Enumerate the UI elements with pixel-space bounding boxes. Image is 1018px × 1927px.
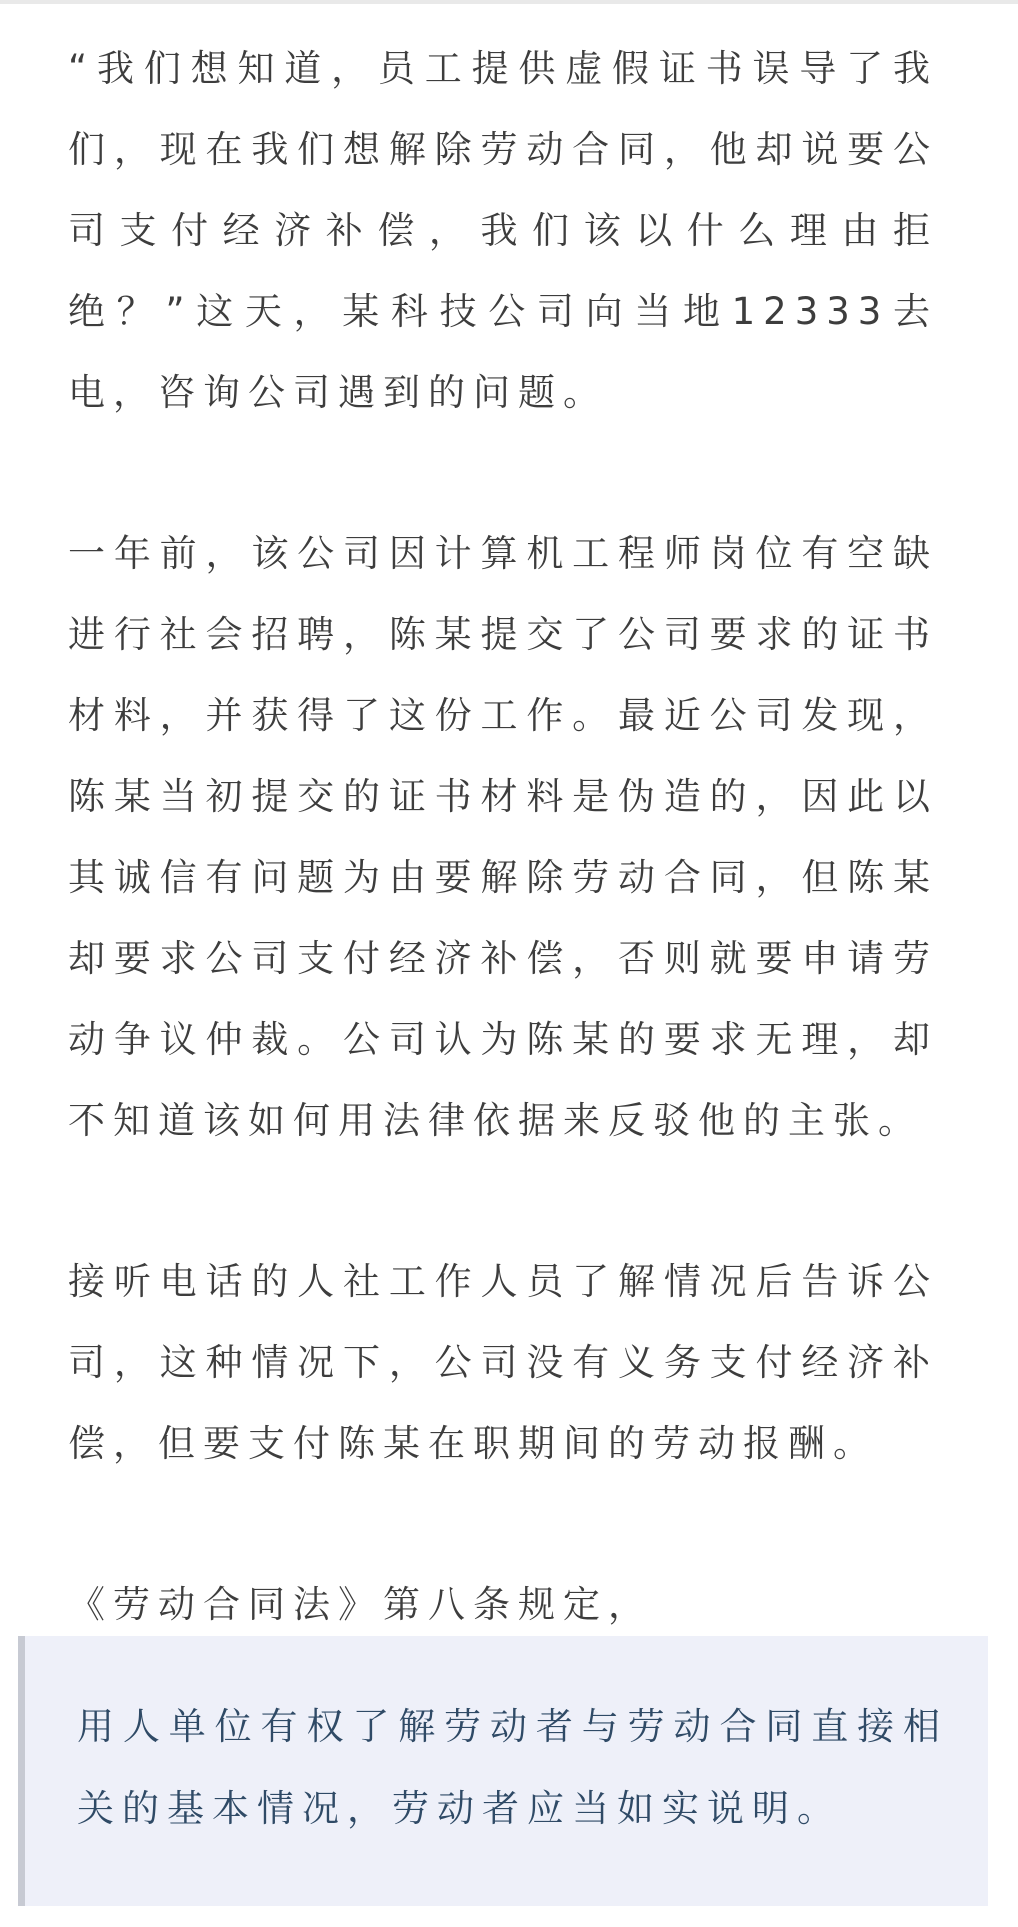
- law-quote-text: 用人单位有权了解劳动者与劳动合同直接相关的基本情况，劳动者应当如实说明。: [77, 1705, 948, 1830]
- paragraph-answer: 接听电话的人社工作人员了解情况后告诉公司，这种情况下，公司没有义务支付经济补偿，但要支付陈某在职期间的劳动报酬。: [68, 1260, 938, 1465]
- top-divider: [0, 0, 1018, 4]
- paragraph-inquiry: “我们想知道，员工提供虚假证书误导了我们，现在我们想解除劳动合同，他却说要公司支付经济补偿，我们该以什么理由拒绝？”这天，某科技公司向当地12333去电，咨询公司遇到的问题。: [68, 47, 938, 414]
- law-quote-block: [18, 1636, 988, 1906]
- paragraph-background: 一年前，该公司因计算机工程师岗位有空缺进行社会招聘，陈某提交了公司要求的证书材料，并获得了这份工作。最近公司发现，陈某当初提交的证书材料是伪造的，因此以其诚信有问题为由要解除劳动合同，但陈某却要求公司支付经济补偿，否则就要申请劳动争议仲裁。公司认为陈某的要求无理，却不知道该如何用法律依据来反驳他的主张。: [68, 532, 938, 1142]
- paragraph-law-citation: 《劳动合同法》第八条规定，: [68, 1583, 653, 1626]
- article-body: [68, 28, 938, 1679]
